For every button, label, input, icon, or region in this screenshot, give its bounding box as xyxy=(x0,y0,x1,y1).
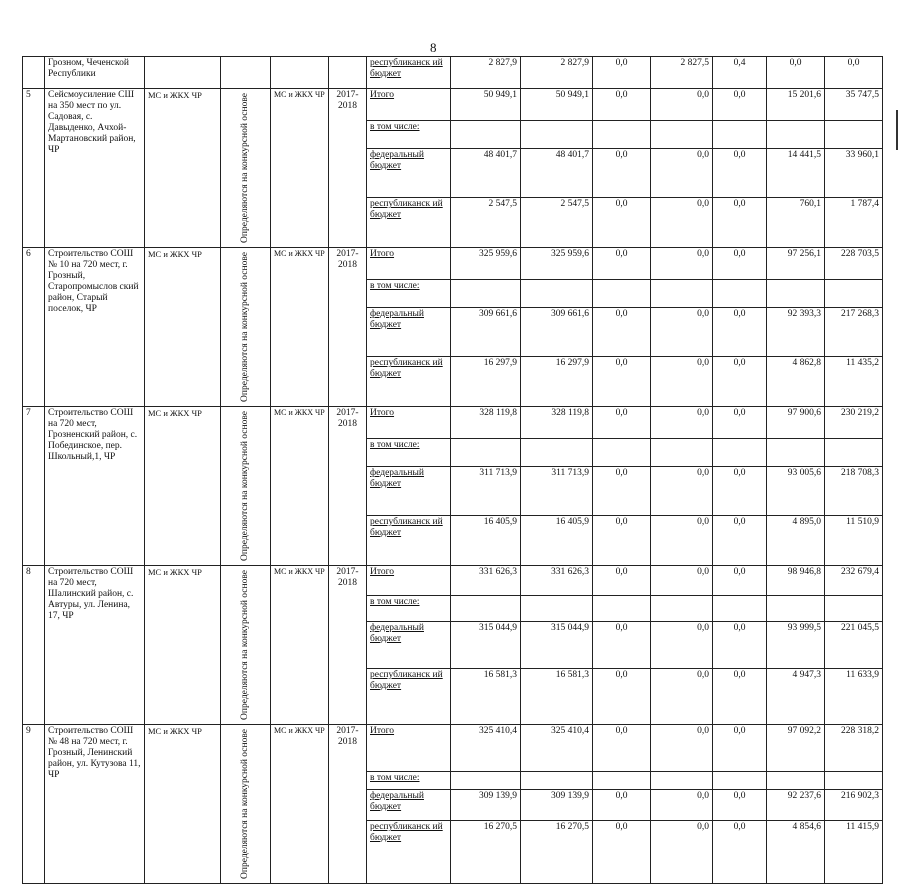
value-cell: 309 661,6 xyxy=(521,307,593,357)
funding-source-label: федеральный бюджет xyxy=(370,790,424,812)
value-cell: 16 297,9 xyxy=(451,357,521,407)
project-name-cell: Строительство СОШ № 48 на 720 мест, г. Грозный, Ленинский район, ул. Кутузова 11, ЧР xyxy=(45,724,145,883)
value-cell: 0,0 xyxy=(713,622,767,669)
funding-source-cell xyxy=(367,622,451,669)
value-cell: 2 827,5 xyxy=(651,57,713,89)
customer-cell: МС и ЖКХ ЧР xyxy=(271,565,329,724)
value-cell: 0,0 xyxy=(713,148,767,198)
responsible-cell xyxy=(145,57,221,89)
value-cell: 0,0 xyxy=(713,789,767,820)
value-cell: 48 401,7 xyxy=(521,148,593,198)
value-cell: 14 441,5 xyxy=(767,148,825,198)
funding-source-cell xyxy=(367,466,451,516)
funding-source-label: Итого xyxy=(370,248,395,259)
funding-source-cell: республиканск ий бюджет xyxy=(367,57,451,89)
value-cell: 217 268,3 xyxy=(825,307,883,357)
value-cell: 331 626,3 xyxy=(521,565,593,595)
value-cell: 93 005,6 xyxy=(767,466,825,516)
value-cell: 93 999,5 xyxy=(767,622,825,669)
value-cell: 16 270,5 xyxy=(521,821,593,884)
years-cell: 2017-2018 xyxy=(329,565,367,724)
value-cell xyxy=(713,772,767,790)
value-cell: 0,0 xyxy=(713,198,767,248)
value-cell: 0,0 xyxy=(593,668,651,724)
value-cell: 2 827,9 xyxy=(451,57,521,89)
value-cell: 228 318,2 xyxy=(825,724,883,772)
executor-cell-text: Определяются на конкурсной основе xyxy=(240,728,250,879)
value-cell: 311 713,9 xyxy=(521,466,593,516)
value-cell xyxy=(593,772,651,790)
funding-source-cell xyxy=(367,724,451,772)
value-cell: 0,0 xyxy=(651,307,713,357)
value-cell: 309 139,9 xyxy=(451,789,521,820)
value-cell: 311 713,9 xyxy=(451,466,521,516)
value-cell xyxy=(713,438,767,466)
value-cell: 218 708,3 xyxy=(825,466,883,516)
value-cell: 0,0 xyxy=(593,57,651,89)
value-cell: 11 633,9 xyxy=(825,668,883,724)
funding-source-cell xyxy=(367,789,451,820)
funding-source-label: Итого xyxy=(370,407,395,418)
value-cell xyxy=(825,279,883,307)
value-cell xyxy=(713,595,767,621)
value-cell: 11 435,2 xyxy=(825,357,883,407)
page-number: 8 xyxy=(430,40,437,55)
funding-source-label: Итого xyxy=(370,725,395,736)
executor-cell xyxy=(221,57,271,89)
value-cell: 0,0 xyxy=(593,198,651,248)
value-cell: 0,0 xyxy=(651,466,713,516)
value-cell: 0,0 xyxy=(767,57,825,89)
value-cell: 0,0 xyxy=(593,789,651,820)
customer-cell: МС и ЖКХ ЧР xyxy=(271,89,329,248)
value-cell: 11 415,9 xyxy=(825,821,883,884)
value-cell xyxy=(825,595,883,621)
executor-cell-text: Определяются на конкурсной основе xyxy=(240,410,250,561)
value-cell xyxy=(451,120,521,148)
value-cell: 48 401,7 xyxy=(451,148,521,198)
value-cell: 309 139,9 xyxy=(521,789,593,820)
table-row xyxy=(23,565,883,595)
value-cell: 0,0 xyxy=(593,148,651,198)
value-cell: 0,0 xyxy=(713,466,767,516)
value-cell: 11 510,9 xyxy=(825,516,883,566)
years-cell: 2017-2018 xyxy=(329,724,367,883)
value-cell: 228 703,5 xyxy=(825,247,883,279)
value-cell: 4 854,6 xyxy=(767,821,825,884)
years-cell xyxy=(329,57,367,89)
page-edge-mark xyxy=(896,110,898,150)
value-cell: 0,0 xyxy=(651,821,713,884)
value-cell: 0,0 xyxy=(593,406,651,438)
value-cell: 0,0 xyxy=(651,148,713,198)
value-cell xyxy=(521,279,593,307)
value-cell: 0,0 xyxy=(713,357,767,407)
value-cell: 328 119,8 xyxy=(521,406,593,438)
value-cell: 0,0 xyxy=(593,466,651,516)
executor-cell xyxy=(221,724,271,883)
value-cell: 92 393,3 xyxy=(767,307,825,357)
value-cell: 0,0 xyxy=(651,198,713,248)
value-cell: 315 044,9 xyxy=(451,622,521,669)
value-cell xyxy=(651,772,713,790)
years-cell: 2017-2018 xyxy=(329,406,367,565)
customer-cell: МС и ЖКХ ЧР xyxy=(271,406,329,565)
responsible-cell: МС и ЖКХ ЧР xyxy=(145,247,221,406)
value-cell: 50 949,1 xyxy=(521,89,593,121)
row-number-cell: 8 xyxy=(23,565,45,724)
value-cell: 92 237,6 xyxy=(767,789,825,820)
value-cell: 216 902,3 xyxy=(825,789,883,820)
funding-source-cell xyxy=(367,772,451,790)
table-row xyxy=(23,89,883,121)
value-cell: 2 547,5 xyxy=(521,198,593,248)
funding-source-label: федеральный бюджет xyxy=(370,308,424,330)
value-cell: 16 405,9 xyxy=(521,516,593,566)
value-cell: 0,0 xyxy=(593,247,651,279)
funding-source-label: федеральный бюджет xyxy=(370,149,424,171)
funding-source-cell xyxy=(367,89,451,121)
funding-source-cell xyxy=(367,438,451,466)
customer-cell: МС и ЖКХ ЧР xyxy=(271,247,329,406)
row-number-cell: 9 xyxy=(23,724,45,883)
executor-cell xyxy=(221,406,271,565)
value-cell: 0,0 xyxy=(713,724,767,772)
years-cell: 2017-2018 xyxy=(329,247,367,406)
value-cell: 232 679,4 xyxy=(825,565,883,595)
funding-source-label: республиканск ий бюджет xyxy=(370,199,443,221)
value-cell: 0,0 xyxy=(713,668,767,724)
value-cell: 4 895,0 xyxy=(767,516,825,566)
project-name-cell: Строительство СОШ № 10 на 720 мест, г. Грозный, Старопромыслов ский район, Старый поселок, ЧР xyxy=(45,247,145,406)
executor-cell-text: Определяются на конкурсной основе xyxy=(240,93,250,243)
value-cell: 97 900,6 xyxy=(767,406,825,438)
funding-source-cell xyxy=(367,565,451,595)
funding-source-cell xyxy=(367,198,451,248)
value-cell xyxy=(521,595,593,621)
value-cell: 0,0 xyxy=(651,516,713,566)
value-cell xyxy=(451,438,521,466)
value-cell xyxy=(825,438,883,466)
value-cell: 0,0 xyxy=(713,406,767,438)
project-name-cell: Сейсмоусиление СШ на 350 мест по ул. Садовая, с. Давыденко, Ачхой-Мартановский район, ЧР xyxy=(45,89,145,248)
value-cell: 0,0 xyxy=(713,247,767,279)
value-cell xyxy=(825,120,883,148)
funding-source-label: в том числе: xyxy=(370,596,420,607)
project-name-cell: Грозном, Чеченской Республики xyxy=(45,57,145,89)
value-cell xyxy=(593,438,651,466)
table-row xyxy=(23,247,883,279)
value-cell xyxy=(651,438,713,466)
value-cell: 50 949,1 xyxy=(451,89,521,121)
table-row xyxy=(23,57,883,89)
value-cell: 0,0 xyxy=(593,516,651,566)
value-cell: 98 946,8 xyxy=(767,565,825,595)
value-cell xyxy=(593,279,651,307)
value-cell: 328 119,8 xyxy=(451,406,521,438)
customer-cell xyxy=(271,57,329,89)
value-cell: 315 044,9 xyxy=(521,622,593,669)
funding-source-label: в том числе: xyxy=(370,280,420,291)
value-cell: 1 787,4 xyxy=(825,198,883,248)
value-cell: 16 581,3 xyxy=(521,668,593,724)
value-cell: 0,0 xyxy=(651,668,713,724)
customer-cell: МС и ЖКХ ЧР xyxy=(271,724,329,883)
funding-source-label: республиканск ий бюджет xyxy=(370,358,443,380)
funding-source-label: Итого xyxy=(370,90,395,100)
value-cell: 0,0 xyxy=(713,516,767,566)
value-cell: 325 410,4 xyxy=(521,724,593,772)
budget-table xyxy=(22,56,883,884)
value-cell: 15 201,6 xyxy=(767,89,825,121)
funding-source-label: Итого xyxy=(370,566,395,577)
funding-source-cell xyxy=(367,120,451,148)
funding-source-cell xyxy=(367,279,451,307)
project-name-cell: Строительство СОШ на 720 мест, Шалинский район, с. Автуры, ул. Ленина, 17, ЧР xyxy=(45,565,145,724)
value-cell: 4 862,8 xyxy=(767,357,825,407)
funding-source-cell xyxy=(367,668,451,724)
funding-source-cell xyxy=(367,357,451,407)
value-cell: 0,0 xyxy=(713,307,767,357)
funding-source-label: республиканск ий бюджет xyxy=(370,822,443,844)
value-cell: 0,0 xyxy=(593,565,651,595)
value-cell xyxy=(451,772,521,790)
value-cell: 221 045,5 xyxy=(825,622,883,669)
value-cell: 0,0 xyxy=(593,724,651,772)
value-cell xyxy=(767,279,825,307)
value-cell xyxy=(521,438,593,466)
funding-source-cell xyxy=(367,595,451,621)
value-cell xyxy=(713,279,767,307)
row-number-cell: 5 xyxy=(23,89,45,248)
value-cell xyxy=(593,120,651,148)
value-cell: 0,0 xyxy=(651,565,713,595)
value-cell: 33 960,1 xyxy=(825,148,883,198)
value-cell xyxy=(521,120,593,148)
responsible-cell: МС и ЖКХ ЧР xyxy=(145,406,221,565)
funding-source-cell xyxy=(367,516,451,566)
value-cell: 230 219,2 xyxy=(825,406,883,438)
value-cell: 0,0 xyxy=(713,821,767,884)
value-cell xyxy=(451,595,521,621)
value-cell: 16 581,3 xyxy=(451,668,521,724)
value-cell xyxy=(825,772,883,790)
value-cell: 0,0 xyxy=(593,622,651,669)
value-cell xyxy=(713,120,767,148)
funding-source-cell xyxy=(367,307,451,357)
value-cell xyxy=(767,595,825,621)
value-cell: 0,0 xyxy=(651,789,713,820)
value-cell xyxy=(593,595,651,621)
value-cell: 0,0 xyxy=(651,357,713,407)
responsible-cell: МС и ЖКХ ЧР xyxy=(145,724,221,883)
funding-source-cell xyxy=(367,148,451,198)
responsible-cell: МС и ЖКХ ЧР xyxy=(145,89,221,248)
value-cell: 0,0 xyxy=(593,357,651,407)
funding-source-label: федеральный бюджет xyxy=(370,467,424,489)
value-cell: 325 410,4 xyxy=(451,724,521,772)
project-name-cell: Строительство СОШ на 720 мест, Грозненский район, с. Побединское, пер. Школьный,1, ЧР xyxy=(45,406,145,565)
value-cell: 0,0 xyxy=(651,406,713,438)
executor-cell xyxy=(221,89,271,248)
value-cell: 0,0 xyxy=(825,57,883,89)
value-cell xyxy=(651,595,713,621)
funding-source-label: республиканск ий бюджет xyxy=(370,517,443,539)
funding-source-cell xyxy=(367,247,451,279)
value-cell: 0,0 xyxy=(651,724,713,772)
responsible-cell: МС и ЖКХ ЧР xyxy=(145,565,221,724)
value-cell xyxy=(767,772,825,790)
value-cell: 2 827,9 xyxy=(521,57,593,89)
funding-source-label: республиканск ий бюджет xyxy=(370,669,443,691)
funding-source-cell xyxy=(367,406,451,438)
value-cell: 325 959,6 xyxy=(451,247,521,279)
row-number-cell: 7 xyxy=(23,406,45,565)
row-number-cell: 6 xyxy=(23,247,45,406)
executor-cell-text: Определяются на конкурсной основе xyxy=(240,569,250,720)
value-cell: 0,0 xyxy=(593,89,651,121)
value-cell: 0,0 xyxy=(651,622,713,669)
row-number-cell xyxy=(23,57,45,89)
value-cell: 309 661,6 xyxy=(451,307,521,357)
executor-cell xyxy=(221,565,271,724)
value-cell: 0,0 xyxy=(593,307,651,357)
value-cell: 16 270,5 xyxy=(451,821,521,884)
value-cell: 0,0 xyxy=(713,565,767,595)
value-cell xyxy=(651,120,713,148)
executor-cell xyxy=(221,247,271,406)
table-row xyxy=(23,724,883,772)
value-cell: 4 947,3 xyxy=(767,668,825,724)
value-cell: 0,0 xyxy=(651,89,713,121)
years-cell: 2017-2018 xyxy=(329,89,367,248)
value-cell: 0,0 xyxy=(651,247,713,279)
funding-source-label: в том числе: xyxy=(370,439,420,450)
funding-source-label: в том числе: xyxy=(370,773,420,784)
funding-source-label: федеральный бюджет xyxy=(370,623,424,644)
value-cell: 0,0 xyxy=(713,89,767,121)
table-row xyxy=(23,406,883,438)
value-cell: 16 297,9 xyxy=(521,357,593,407)
value-cell: 0,4 xyxy=(713,57,767,89)
value-cell xyxy=(451,279,521,307)
value-cell: 35 747,5 xyxy=(825,89,883,121)
value-cell xyxy=(521,772,593,790)
executor-cell-text: Определяются на конкурсной основе xyxy=(240,251,250,402)
value-cell xyxy=(767,120,825,148)
value-cell xyxy=(767,438,825,466)
value-cell: 760,1 xyxy=(767,198,825,248)
value-cell: 2 547,5 xyxy=(451,198,521,248)
value-cell: 331 626,3 xyxy=(451,565,521,595)
value-cell: 16 405,9 xyxy=(451,516,521,566)
funding-source-label: в том числе: xyxy=(370,121,420,132)
value-cell: 0,0 xyxy=(593,821,651,884)
funding-source-cell xyxy=(367,821,451,884)
value-cell: 325 959,6 xyxy=(521,247,593,279)
value-cell xyxy=(651,279,713,307)
value-cell: 97 092,2 xyxy=(767,724,825,772)
value-cell: 97 256,1 xyxy=(767,247,825,279)
